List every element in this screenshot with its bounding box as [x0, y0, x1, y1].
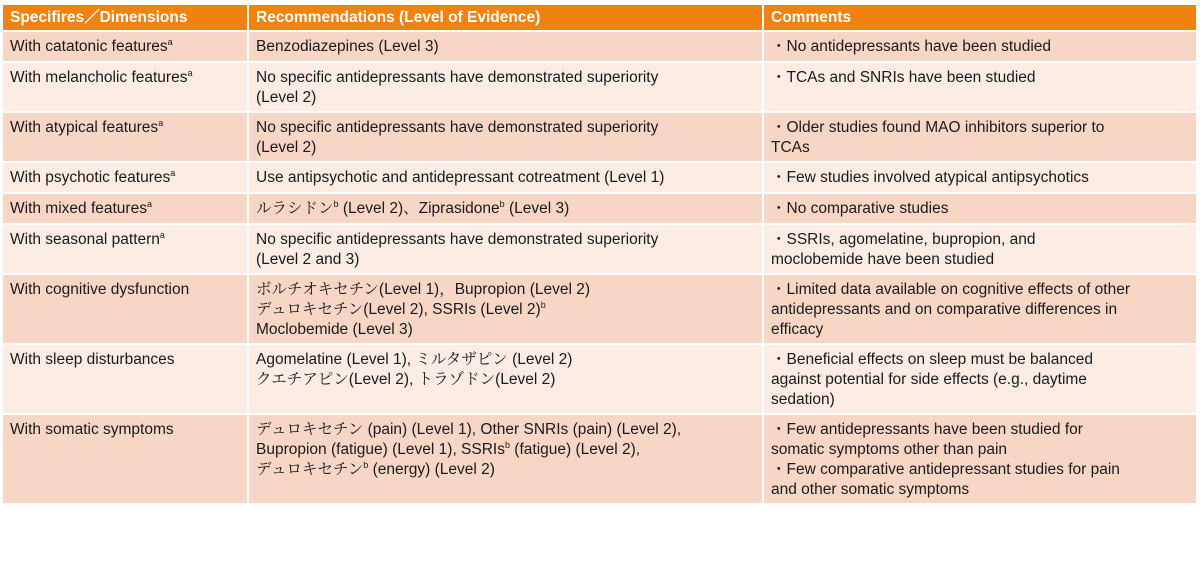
- comment-cell: ・No antidepressants have been studied: [764, 32, 1196, 63]
- recommendation-cell: Benzodiazepines (Level 3): [249, 32, 764, 63]
- table-row: [3, 163, 1196, 194]
- specifier-cell: With cognitive dysfunction: [3, 275, 249, 345]
- table-row: [3, 225, 1196, 275]
- comment-cell: ・SSRIs, agomelatine, bupropion, and moclobemide have been studied: [764, 225, 1196, 275]
- specifier-cell: With mixed features$^a$: [3, 194, 249, 225]
- specifier-cell: With psychotic features$^a$: [3, 163, 249, 194]
- table-row: [3, 63, 1196, 113]
- comment-cell: ・Few antidepressants have been studied for somatic symptoms other than pain ・Few comparative antidepressant studies for pain and other somatic symptoms: [764, 415, 1196, 505]
- header-recommendations: Recommendations (Level of Evidence): [249, 5, 764, 32]
- comment-cell: ・Few studies involved atypical antipsychotics: [764, 163, 1196, 194]
- specifier-cell: With somatic symptoms: [3, 415, 249, 505]
- specifier-cell: With melancholic features$^a$: [3, 63, 249, 113]
- recommendation-cell: Use antipsychotic and antidepressant cotreatment (Level 1): [249, 163, 764, 194]
- table-row: [3, 113, 1196, 163]
- table-header-row: [3, 5, 1196, 32]
- specifier-cell: With sleep disturbances: [3, 345, 249, 415]
- comment-cell: ・Beneficial effects on sleep must be balanced against potential for side effects (e.g., daytime sedation): [764, 345, 1196, 415]
- specifier-cell: With catatonic features$^a$: [3, 32, 249, 63]
- recommendation-cell: デュロキセチン (pain) (Level 1), Other SNRIs (pain) (Level 2), Bupropion (fatigue) (Level 1), SSRIs$^b$ (fatigue) (Level 2), デュロキセチン$^b$ (energy) (Level 2): [249, 415, 764, 505]
- recommendations-table-container: [3, 5, 1196, 505]
- recommendation-cell: No specific antidepressants have demonstrated superiority (Level 2 and 3): [249, 225, 764, 275]
- comment-cell: ・TCAs and SNRIs have been studied: [764, 63, 1196, 113]
- table-row: [3, 415, 1196, 505]
- recommendation-cell: No specific antidepressants have demonstrated superiority (Level 2): [249, 63, 764, 113]
- header-comments: Comments: [764, 5, 1196, 32]
- table-row: [3, 32, 1196, 63]
- recommendation-cell: ボルチオキセチン(Level 1)，Bupropion (Level 2) デュロキセチン(Level 2), SSRIs (Level 2)$^b$ Moclobemide (Level 3): [249, 275, 764, 345]
- specifier-cell: With seasonal pattern$^a$: [3, 225, 249, 275]
- specifier-cell: With atypical features$^a$: [3, 113, 249, 163]
- table-row: [3, 345, 1196, 415]
- table-row: [3, 275, 1196, 345]
- comment-cell: ・No comparative studies: [764, 194, 1196, 225]
- recommendation-cell: Agomelatine (Level 1), ミルタザピン (Level 2) クエチアピン(Level 2), トラゾドン(Level 2): [249, 345, 764, 415]
- comment-cell: ・Older studies found MAO inhibitors superior to TCAs: [764, 113, 1196, 163]
- table-row: [3, 194, 1196, 225]
- header-specifiers: Specifires／Dimensions: [3, 5, 249, 32]
- recommendation-cell: No specific antidepressants have demonstrated superiority (Level 2): [249, 113, 764, 163]
- comment-cell: ・Limited data available on cognitive effects of other antidepressants and on comparative differences in efficacy: [764, 275, 1196, 345]
- recommendation-cell: ルラシドン$^b$ (Level 2)、Ziprasidone$^b$ (Level 3): [249, 194, 764, 225]
- recommendations-table: [3, 5, 1196, 505]
